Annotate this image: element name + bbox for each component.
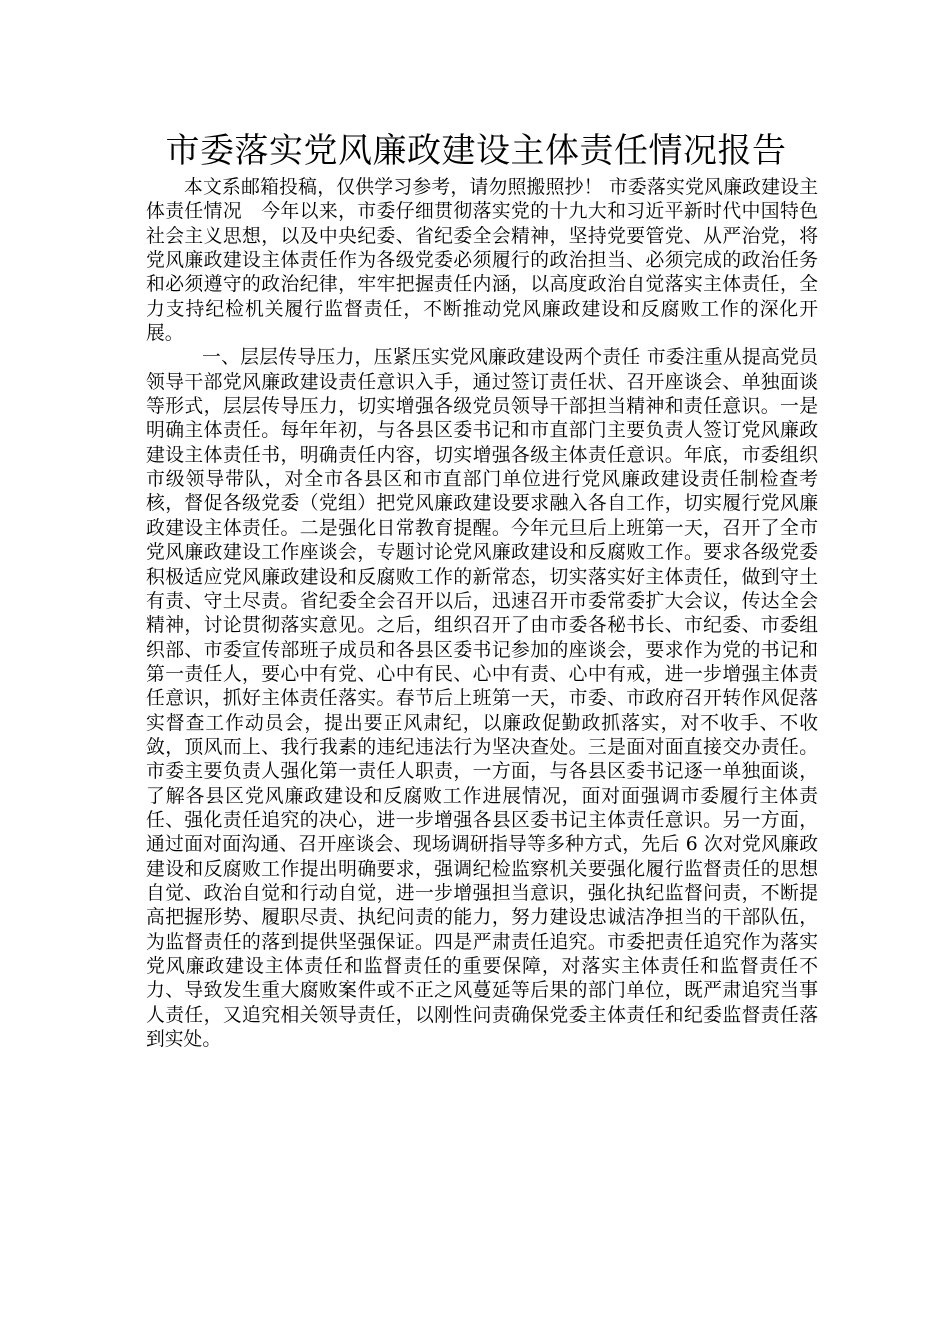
document-title: 市委落实党风廉政建设主体责任情况报告 [165,131,787,171]
paragraph-section-one: 一、层层传导压力，压紧压实党风廉政建设两个责任 市委注重从提高党员领导干部党风廉政建设责任意识入手，通过签订责任状、召开座谈会、单独面谈等形式，层层传导压力，切实增强各级党员领导干部担当精神和责任意识。一是明确主体责任。每年年初，与各县区委书记和市直部门主要负责人签订党风廉政建设主体责任书，明确责任内容，切实增强各级主体责任意识。年底，市委组织市级领导带队，对全市各县区和市直部门单位进行党风廉政建设责任制检查考核，督促各级党委（党组）把党风廉政建设要求融入各自工作，切实履行党风廉政建设主体责任。二是强化日常教育提醒。今年元旦后上班第一天，召开了全市党风廉政建设工作座谈会，专题讨论党风廉政建设和反腐败工作。要求各级党委积极适应党风廉政建设和反腐败工作的新常态，切实落实好主体责任，做到守土有责、守土尽责。省纪委全会召开以后，迅速召开市委常委扩大会议，传达全会精神，讨论贯彻落实意见。之后，组织召开了由市委各秘书长、市纪委、市委组织部、市委宣传部班子成员和各县区委书记参加的座谈会，要求作为党的书记和第一责任人，要心中有党、心中有民、心中有责、心中有戒，进一步增强主体责任意识，抓好主体责任落实。春节后上班第一天，市委、市政府召开转作风促落实督查工作动员会，提出要正风肃纪，以廉政促勤政抓落实，对不收手、不收敛，顶风而上、我行我素的违纪违法行为坚决查处。三是面对面直接交办责任。市委主要负责人强化第一责任人职责，一方面，与各县区委书记逐一单独面谈，了解各县区党风廉政建设和反腐败工作进展情况，面对面强调市委履行主体责任、强化责任追究的决心，进一步增强各县区委书记主体责任意识。另一方面，通过面对面沟通、召开座谈会、现场调研指导等多种方式，先后 6 次对党风廉政建设和反腐败工作提出明确要求，强调纪检监察机关要强化履行监督责任的思想自觉、政治自觉和行动自觉，进一步增强担当意识，强化执纪监督问责，不断提高把握形势、履职尽责、执纪问责的能力，努力建设忠诚洁净担当的干部队伍，为监督责任的落到提供坚强保证。四是严肃责任追究。市委把责任追究作为落实党风廉政建设主体责任和监督责任的重要保障，对落实主体责任和监督责任不力、导致发生重大腐败案件或不正之风蔓延等后果的部门单位，既严肃追究当事人责任，又追究相关领导责任，以刚性问责确保党委主体责任和纪委监督责任落到实处。 [146,347,818,1051]
document-body [146,176,818,1052]
paragraph-intro: 本文系邮箱投稿，仅供学习参考，请勿照搬照抄！ 市委落实党风廉政建设主体责任情况 今年以来，市委仔细贯彻落实党的十九大和习近平新时代中国特色社会主义思想，以及中央纪委、省纪委全会精神，坚持党要管党、从严治党，将党风廉政建设主体责任作为各级党委必须履行的政治担当、必须完成的政治任务和必须遵守的政治纪律，牢牢把握责任内涵，以高度政治自觉落实主体责任，全力支持纪检机关履行监督责任，不断推动党风廉政建设和反腐败工作的深化开展。 [146,177,818,345]
